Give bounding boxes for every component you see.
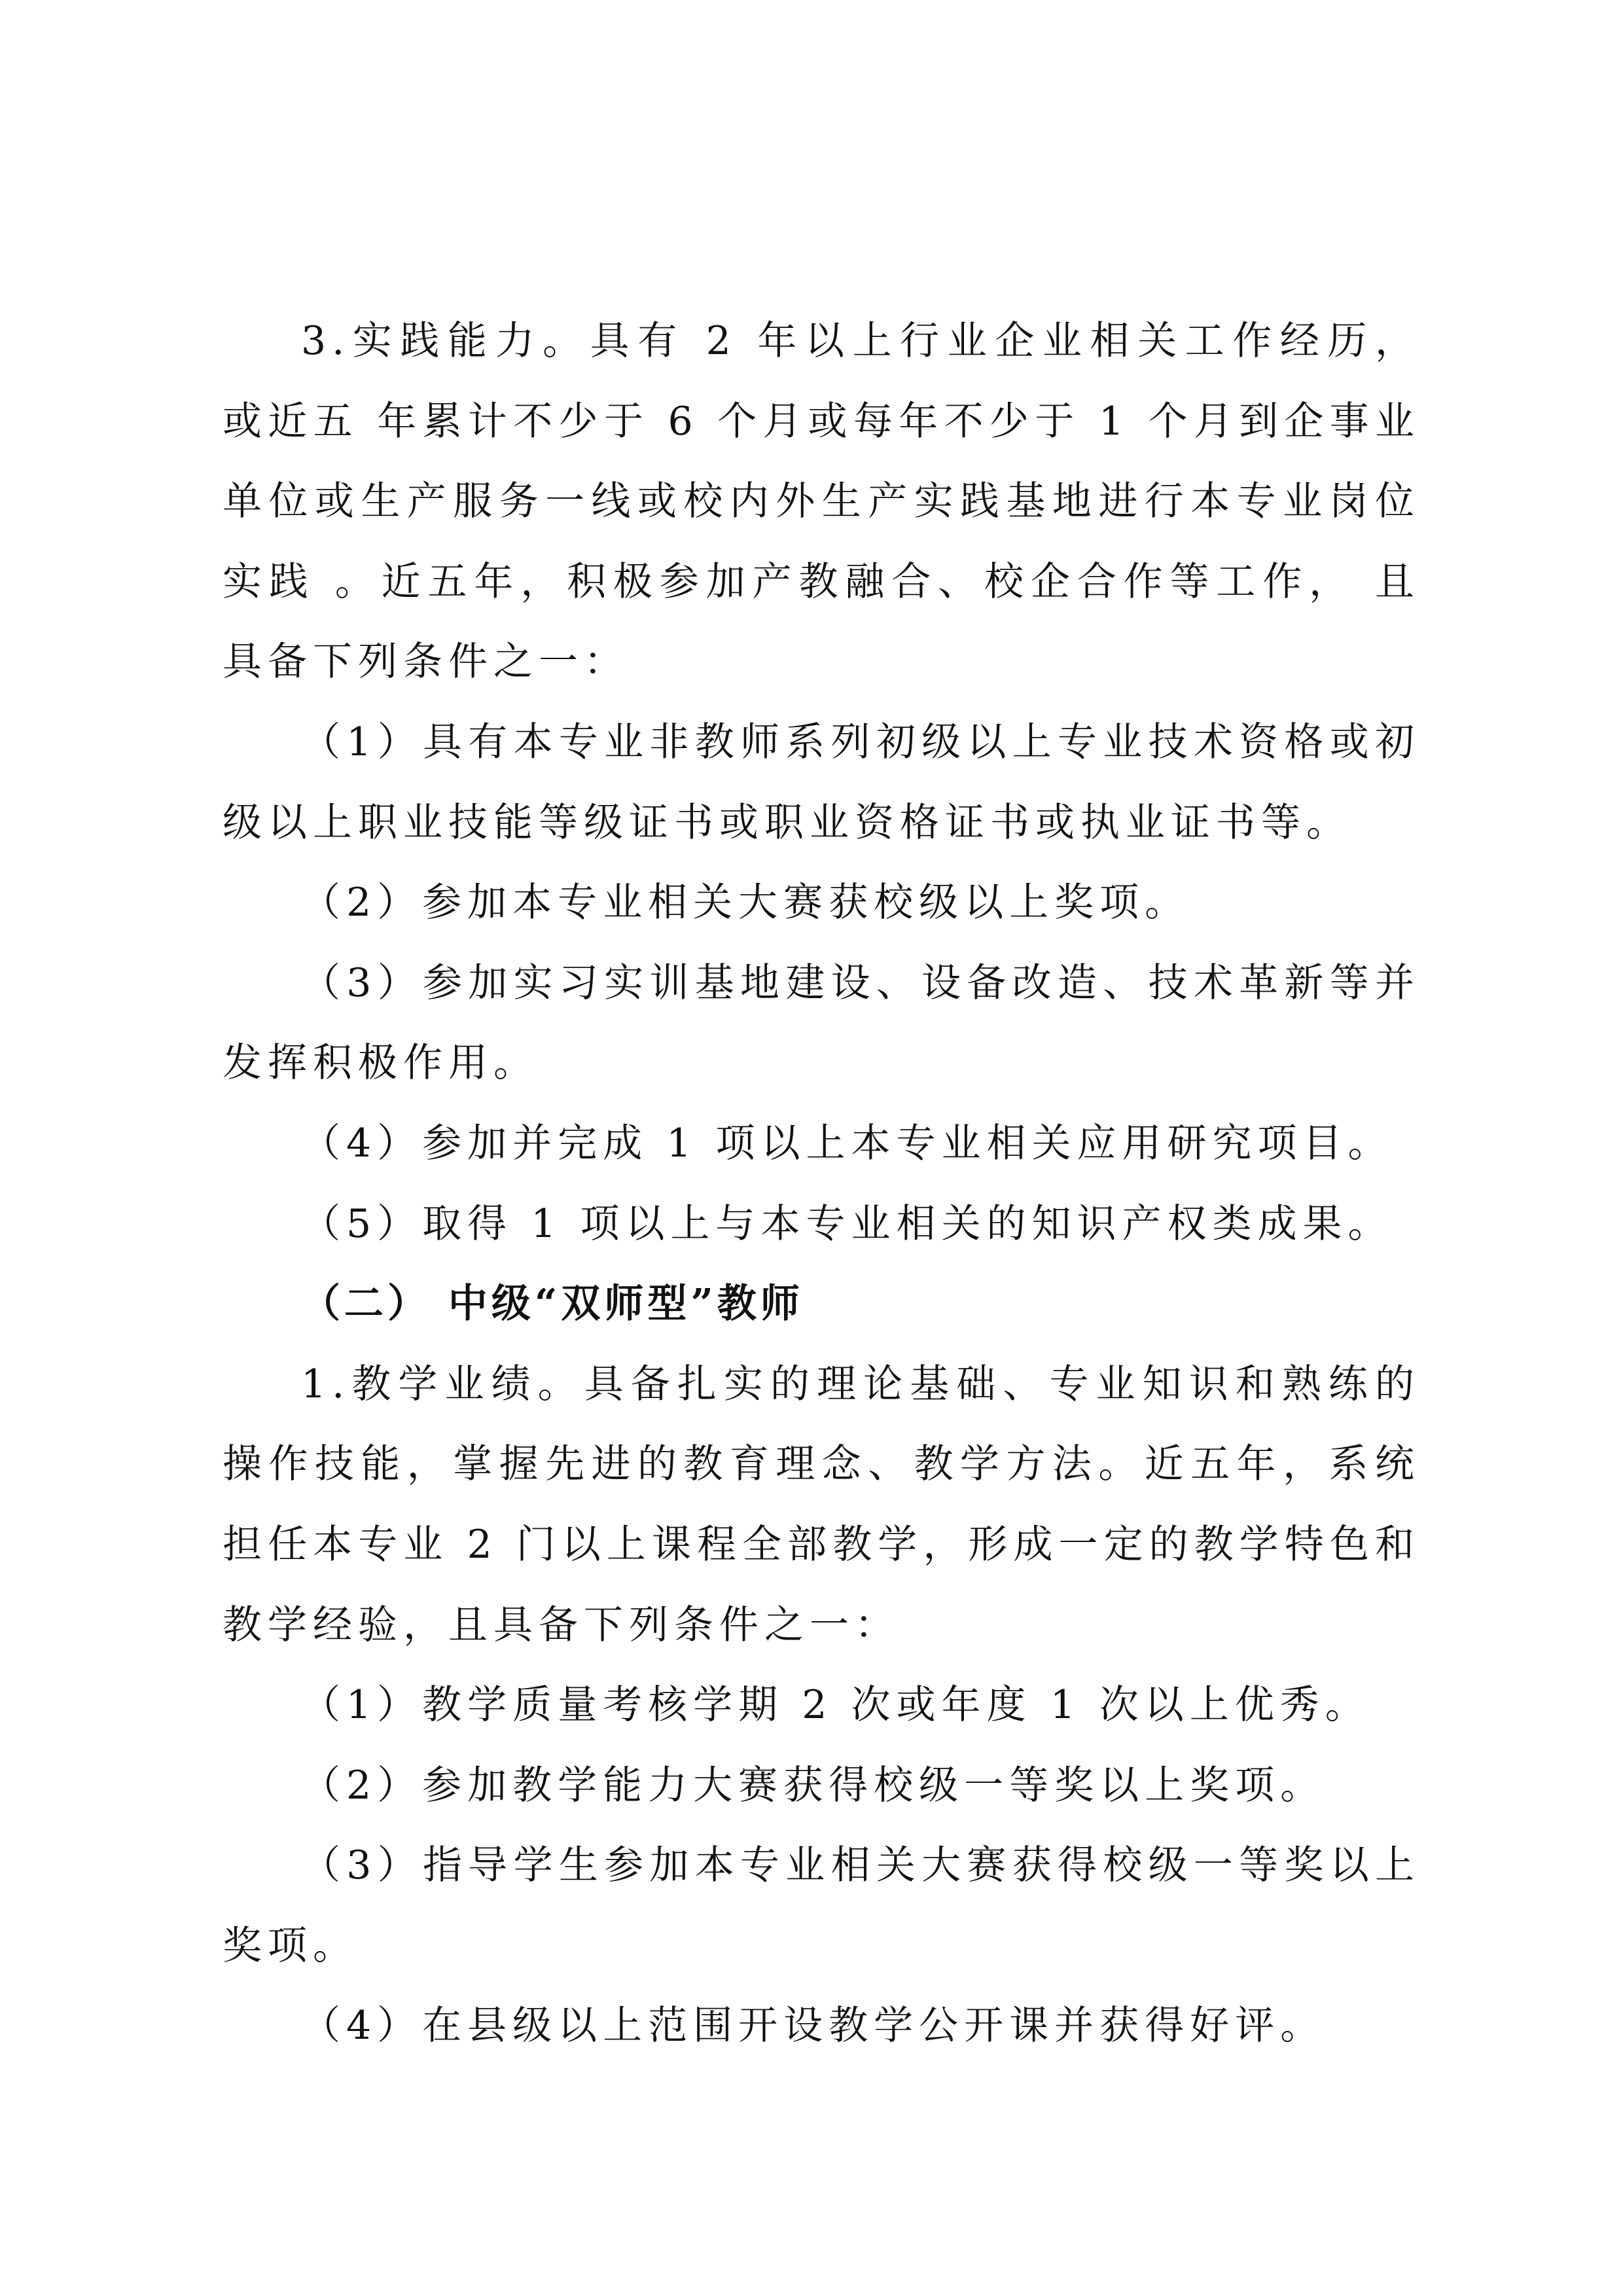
condition-item-2: （2）参加本专业相关大赛获校级以上奖项。 (301, 880, 1190, 926)
condition-item-4: （4）参加并完成 1 项以上本专业相关应用研究项目。 (301, 1120, 1393, 1166)
teaching-condition-item-1: （1）教学质量考核学期 2 次或年度 1 次以上优秀。 (301, 1682, 1370, 1729)
section-heading-intermediate-teacher: （二） 中级“双师型”教师 (301, 1281, 804, 1327)
paragraph-practice-ability: 3.实践能力。具有 2 年以上行业企业相关工作经历， 或近五 年累计不少于 6 个月或每年不少于 1 个月到企事业单位或生产服务一线或校内外生产实践基地进行本专业岗位实践 。近五年，积极参加产教融合、校企合作等工作， 且具备下列条件之一： (223, 318, 1420, 685)
teaching-condition-item-3: （3）指导学生参加本专业相关大赛获得校级一等奖以上奖项。 (223, 1842, 1420, 1969)
condition-item-3: （3）参加实习实训基地建设、设备改造、技术革新等并发挥积极作用。 (223, 960, 1420, 1086)
document-page (223, 301, 1420, 2066)
condition-item-5: （5）取得 1 项以上与本专业相关的知识产权类成果。 (301, 1200, 1393, 1247)
condition-item-1: （1）具有本专业非教师系列初级以上专业技术资格或初级以上职业技能等级证书或职业资格证书或执业证书等。 (223, 719, 1420, 846)
teaching-condition-item-2: （2）参加教学能力大赛获得校级一等奖以上奖项。 (301, 1762, 1326, 1808)
teaching-condition-item-4: （4）在县级以上范围开设教学公开课并获得好评。 (301, 2003, 1326, 2049)
paragraph-teaching-performance: 1.教学业绩。具备扎实的理论基础、专业知识和熟练的操作技能，掌握先进的教育理念、教学方法。近五年，系统担任本专业 2 门以上课程全部教学，形成一定的教学特色和教学经验，且具备下列条件之一： (223, 1361, 1420, 1648)
